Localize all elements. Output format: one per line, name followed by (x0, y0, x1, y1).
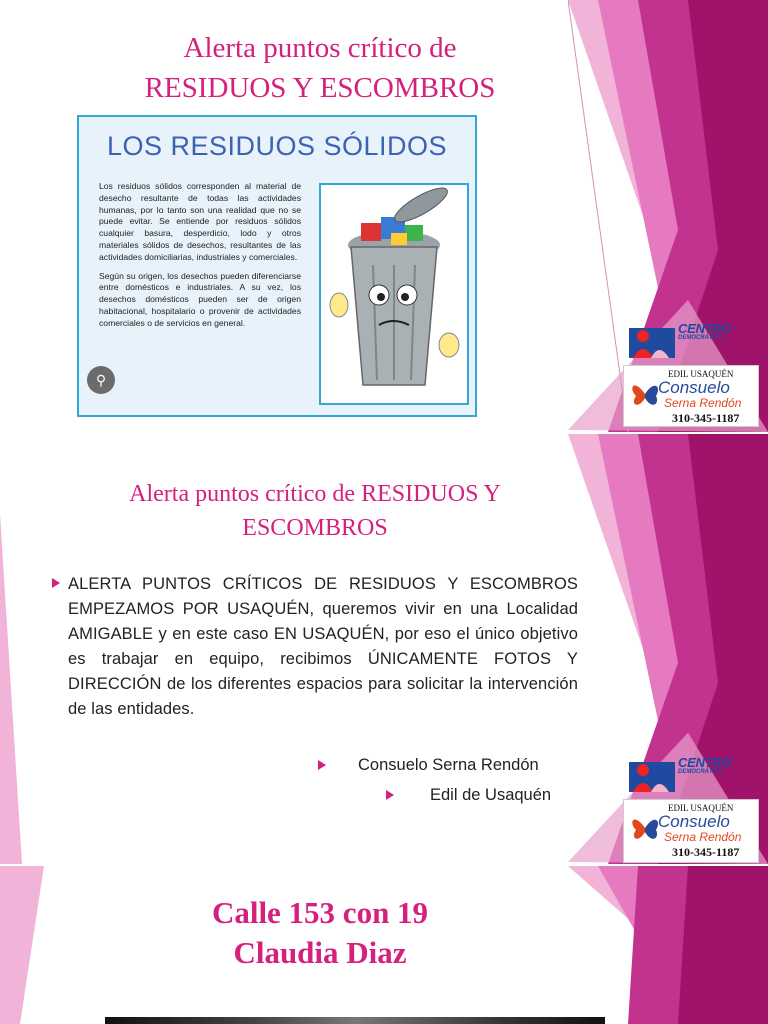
logo-block-1 (623, 322, 759, 427)
slide-3-title-line1: Calle 153 con 19 (211, 895, 429, 930)
decorative-shapes-right (568, 866, 768, 1024)
slide-1-title (60, 28, 580, 108)
slide-3-title (120, 893, 520, 973)
candidate-first-name: Consuelo (658, 812, 730, 831)
centro-democratico-logo (623, 756, 759, 796)
bullet-arrow-icon (52, 578, 60, 588)
slide-2-title: Alerta puntos crítico de RESIDUOS Y ESCOMBROS (129, 481, 501, 541)
candidate-first-name: Consuelo (658, 378, 730, 397)
slide-1-title-line2: RESIDUOS Y ESCOMBROS (144, 72, 496, 104)
candidate-surname: Serna Rendón (664, 830, 742, 844)
logo-block-2 (623, 756, 759, 863)
residuos-infographic (77, 115, 477, 417)
signature-name: Consuelo Serna Rendón (358, 756, 539, 774)
phone-number: 310-345-1187 (672, 411, 740, 425)
infographic-paragraph-1: Los residuos sólidos corresponden al material de desecho resultante de todas las actividades humanas, por lo tanto son una realidad que no se puede evitar. Se entiende por residuos sólidos cualquier basura, desperdicio, lodo y otros materiales sólidos de desechos, resultantes de las actividades domiciliarias, industriales y comerciales. (99, 181, 301, 262)
infographic-text (99, 181, 301, 330)
party-name: CENTRO (678, 755, 732, 770)
alert-bullet-text: ALERTA PUNTOS CRÍTICOS DE RESIDUOS Y ESCOMBROS EMPEZAMOS POR USAQUÉN, queremos vivir en una Localidad AMIGABLE y en este caso EN USAQUÉN, por eso el único objetivo es trabajar en equipo, recibimos ÚNICAMENTE FOTOS Y DIRECCIÓN de los diferentes espacios para solicitar la intervención de las entidades. (68, 575, 578, 718)
butterfly-icon (628, 374, 662, 414)
edil-card (623, 799, 759, 863)
candidate-surname: Serna Rendón (664, 396, 742, 410)
party-name-2: DEMOCRÁTICO (678, 335, 724, 341)
photo-preview (105, 1017, 605, 1024)
centro-democratico-logo (623, 322, 759, 362)
party-emblem-icon (629, 758, 675, 794)
infographic-paragraph-2: Según su origen, los desechos pueden diferenciarse entre domésticos e industriales. A su vez, los desechos domésticos pueden ser de origen habitacional, hospitalario o provenir de actividades comerciales o de servicios en general. (99, 270, 301, 328)
bullet-arrow-icon (386, 790, 394, 800)
slide-3-title-line2: Claudia Diaz (233, 935, 407, 970)
edil-label: EDIL USAQUÉN (668, 369, 734, 379)
decorative-shapes-left (0, 434, 50, 864)
trash-can-illustration (319, 183, 469, 405)
slide-1-title-line1: Alerta puntos crítico de (183, 32, 457, 64)
edil-label: EDIL USAQUÉN (668, 803, 734, 813)
infographic-heading: LOS RESIDUOS SÓLIDOS (106, 131, 448, 161)
signature-title: Edil de Usaquén (430, 786, 552, 804)
party-name: CENTRO (678, 321, 732, 336)
phone-number: 310-345-1187 (672, 845, 740, 859)
party-emblem-icon (629, 324, 675, 360)
decorative-shapes-left (0, 866, 50, 1024)
bullet-arrow-icon (318, 760, 326, 770)
butterfly-icon (628, 808, 662, 848)
lens-search-icon[interactable]: ⚲ (87, 366, 115, 394)
edil-card (623, 365, 759, 427)
party-name-2: DEMOCRÁTICO (678, 769, 724, 775)
